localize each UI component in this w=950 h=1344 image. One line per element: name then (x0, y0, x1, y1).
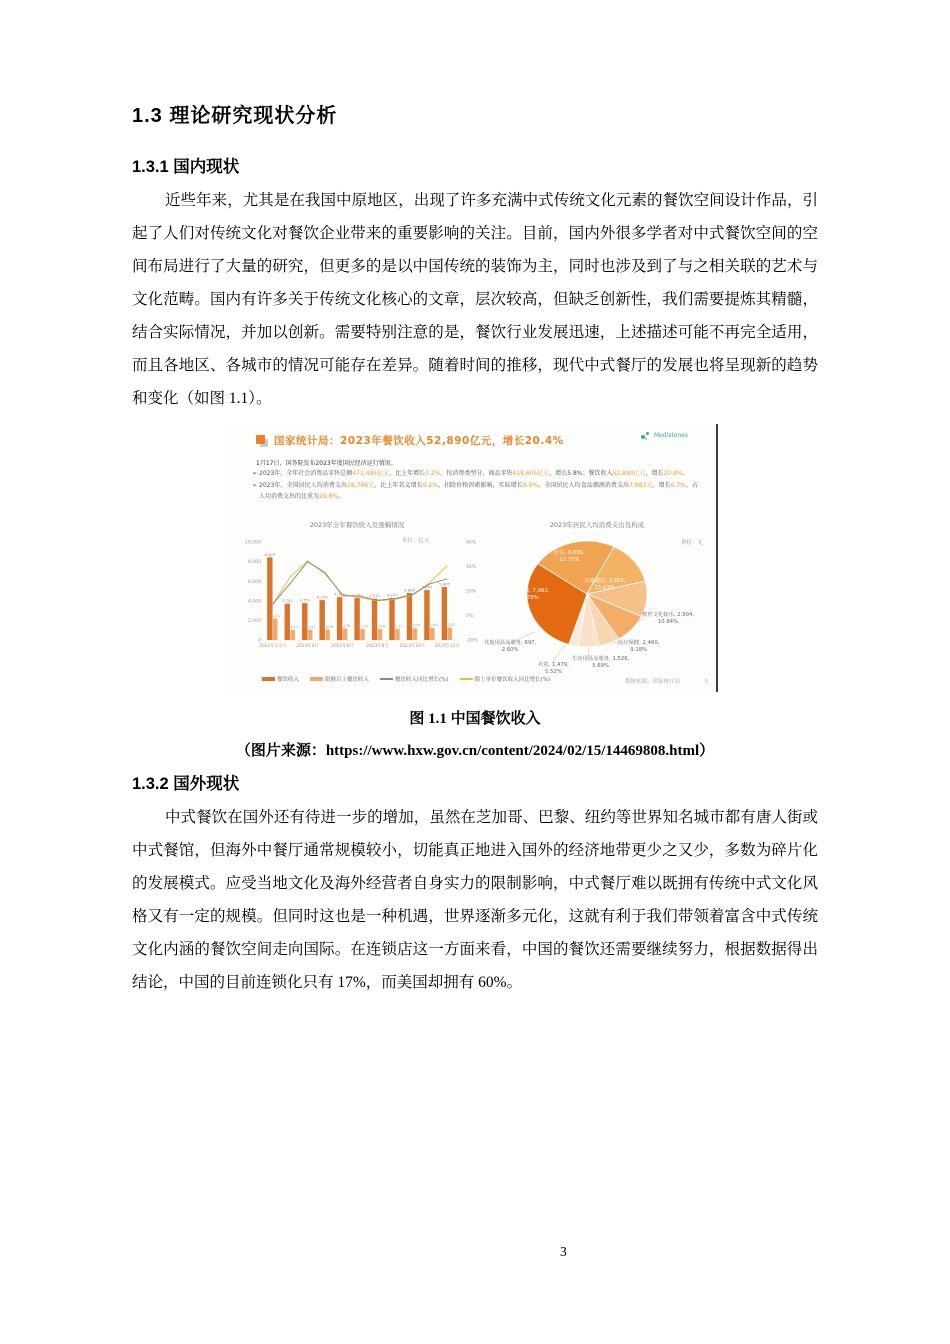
svg-text:-20%: -20% (466, 638, 478, 644)
pie-slice-label: 交通通信, 3,652, 13.63% (584, 578, 626, 591)
svg-text:2023年10月: 2023年10月 (399, 644, 426, 649)
svg-text:20%: 20% (466, 589, 477, 595)
figure-block (230, 424, 718, 692)
svg-text:1,017: 1,017 (287, 624, 299, 630)
svg-text:2023年12月: 2023年12月 (434, 644, 461, 649)
svg-text:4,371: 4,371 (334, 591, 346, 597)
pie-slice-label: 医疗保健, 2,460, 9.18% (618, 640, 660, 653)
svg-text:0%: 0% (466, 614, 474, 620)
pie-slice-label: 食品烟酒, 7,983, 29.79% (508, 588, 550, 601)
section-heading: 1.3 理论研究现状分析 (132, 105, 338, 127)
figure-caption: 图 1.1 中国餐饮收入 (409, 711, 541, 727)
svg-text:2,000: 2,000 (247, 619, 261, 624)
svg-text:5,097: 5,097 (421, 584, 433, 590)
svg-text:1,115: 1,115 (357, 623, 369, 629)
page-content (132, 0, 818, 999)
svg-text:0: 0 (258, 638, 261, 644)
svg-text:1,283: 1,283 (444, 621, 456, 627)
svg-text:4,277: 4,277 (351, 592, 363, 598)
svg-text:4,000: 4,000 (247, 599, 261, 605)
embed-right-border (716, 424, 718, 692)
svg-text:2023年8月: 2023年8月 (366, 644, 389, 649)
embed-intro-line: 1月17日，国务院发布2023年度国民经济运行情况。 (256, 460, 397, 467)
logo-text: Medistones (653, 431, 688, 439)
pie-chart-area (484, 526, 707, 682)
bar-line-chart (234, 528, 484, 673)
pie-chart-unit-label: 单位：元 (680, 540, 703, 546)
svg-text:3,707: 3,707 (281, 598, 293, 604)
embed-header (256, 433, 564, 448)
figure-source-line: （图片来源：https://www.hxw.gov.cn/content/2024/02/15/14469808.html） (235, 743, 715, 759)
pie-chart-title: 2023年居民人均消费支出及构成 (549, 521, 645, 529)
pie-slice-label: 其他用品及服务, 697, 2.60% (484, 640, 537, 653)
pie-slice-label: 衣着, 1,479, 5.52% (538, 662, 569, 675)
svg-text:1,178: 1,178 (339, 622, 351, 628)
legend-item: 限额以上餐饮收入 (310, 675, 369, 683)
embed-data-source: 数据来源：国家统计局 (624, 679, 680, 685)
svg-text:2,202: 2,202 (269, 612, 281, 618)
svg-text:5,405: 5,405 (439, 581, 450, 587)
svg-text:1,108: 1,108 (374, 623, 386, 629)
svg-text:1,068: 1,068 (322, 623, 334, 629)
svg-text:4,212: 4,212 (369, 593, 381, 599)
svg-text:1,200: 1,200 (409, 622, 421, 628)
svg-text:8,429: 8,429 (264, 551, 276, 557)
svg-text:1,031: 1,031 (304, 624, 316, 630)
svg-text:2023年4月: 2023年4月 (296, 644, 320, 649)
legend-item: 限上单位餐饮收入同比增长(%) (460, 675, 551, 683)
bullet-item: ➢ 2023年，全年社会消费品零售总额471,495亿元，比上年增长7.2%。按消费类型分，商品零售418,605亿元，增长5.8%；餐饮收入52,890亿元，增长20.4%。 (252, 470, 689, 477)
svg-text:8,000: 8,000 (247, 560, 261, 566)
bar-chart-unit-label: 单位：亿元 (402, 538, 430, 544)
svg-text:4,287: 4,287 (386, 592, 398, 598)
brand-logo (641, 430, 688, 440)
pie-slice-label: 教育文化娱乐, 2,904, 10.84% (642, 612, 694, 625)
svg-text:4,070: 4,070 (316, 594, 328, 600)
svg-text:60%: 60% (466, 540, 477, 546)
svg-text:1,117: 1,117 (392, 623, 403, 629)
svg-text:3,751: 3,751 (299, 597, 311, 603)
page-number: 3 (560, 1244, 567, 1259)
paragraph-domestic: 近些年来，尤其是在我国中原地区，出现了许多充满中式传统文化元素的餐饮空间设计作品，引起了人们对传统文化对餐饮企业带来的重要影响的关注。目前，国内外很多学者对中式餐饮空间的空间布局进行了大量的研究，但更多的是以中国传统的装饰为主，同时也涉及到了与之相关联的艺术与文化范畴。国内有许多关于传统文化核心的文章，层次较高，但缺乏创新性，我们需要提炼其精髓，结合实际情况，并加以创新。需要特别注意的是，餐饮行业发展迅速，上述描述可能不再完全适用，而且各地区、各城市的情况可能存在差异。随着时间的推移，现代中式餐厅的发展也将呈现新的趋势和变化（如图 1.1）。 (132, 192, 818, 407)
paragraph-foreign: 中式餐饮在国外还有待进一步的增加，虽然在芝加哥、巴黎、纽约等世界知名城市都有唐人街或中式餐馆，但海外中餐厅通常规模较小，切能真正地进入国外的经济地带更少之又少，多数为碎片化的发展模式。应受当地文化及海外经营者自身实力的限制影响，中式餐厅难以既拥有传统中式文化风格又有一定的规模。但同时这也是一种机遇，世界逐渐多元化，这就有利于我们带领着富含中式传统文化内涵的餐饮空间走向国际。在连锁店这一方面来看，中国的餐饮还需要继续努力，根据数据得出结论，中国的目前连锁化只有 17%，而美国却拥有 60%。 (132, 809, 818, 991)
subsection-heading-foreign: 1.3.2 国外现状 (132, 775, 240, 793)
bar-chart-title: 2023年全年餐饮收入及涨幅情况 (309, 521, 405, 529)
pie-slice-label: 生活用品及服务, 1,526, 5.69% (572, 656, 630, 669)
svg-text:10,000: 10,000 (244, 540, 261, 546)
bullet-item: ➢ 2023年，全国居民人均消费支出26,796元，比上年名义增长9.2%，扣除价格因素影响，实际增长9.0%。全国居民人均食品烟酒消费支出7,983元，增长6.7%，占人均消费支出的比重为29.8%。 (252, 481, 698, 501)
embed-headline: 国家统计局：2023年餐饮收入52,890亿元，增长20.4% (274, 435, 564, 447)
svg-text:1,246: 1,246 (426, 622, 438, 628)
pie-slice-label: 居住, 6,095, 22.75% (554, 550, 585, 563)
legend-item: 餐饮收入 (262, 675, 299, 683)
svg-text:4,800: 4,800 (404, 587, 416, 593)
subsection-heading-domestic: 1.3.1 国内现状 (132, 158, 240, 176)
logo-dots-icon (641, 430, 651, 440)
svg-text:6,000: 6,000 (247, 579, 261, 585)
embed-slide-number: 5 (704, 679, 708, 685)
svg-text:2023年1-2月: 2023年1-2月 (259, 644, 287, 649)
svg-text:2023年6月: 2023年6月 (331, 644, 354, 649)
bullet-list (252, 468, 698, 503)
embedded-chart-image (230, 424, 718, 692)
svg-text:40%: 40% (466, 565, 477, 571)
chart-flag-icon (256, 435, 268, 447)
legend-item: 餐饮收入同比增长(%) (380, 675, 449, 683)
